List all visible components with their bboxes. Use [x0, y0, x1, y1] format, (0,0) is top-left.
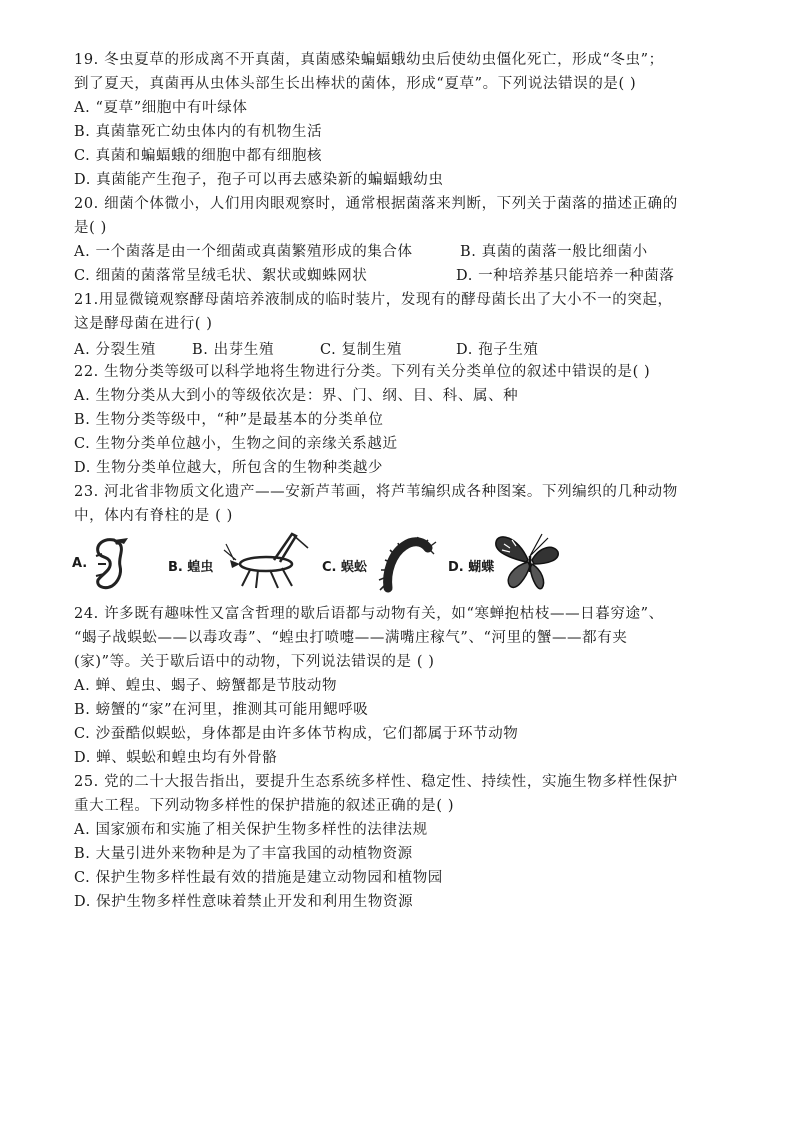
question-19-stem-line1: 19. 冬虫夏草的形成离不开真菌，真菌感染蝙蝠蛾幼虫后使幼虫僵化死亡，形成“冬虫”；: [74, 52, 664, 68]
question-22-option-d: D. 生物分类单位越大，所包含的生物种类越少: [74, 460, 384, 476]
question-20-option-c: C. 细菌的菌落常呈绒毛状、絮状或蜘蛛网状: [74, 268, 368, 284]
question-24-stem-line2: “蝎子战蜈蚣——以毒攻毒”、“蝗虫打喷嚏——满嘴庄稼气”、“河里的蟹——都有夹: [74, 630, 628, 646]
question-21-option-d: D. 孢子生殖: [456, 342, 539, 358]
question-24-stem-line3: (家)”等。关于歇后语中的动物，下列说法错误的是 ( ): [74, 654, 435, 670]
question-22-option-b: B. 生物分类等级中，“种”是最基本的分类单位: [74, 412, 384, 428]
question-20-stem-line2: 是( ): [74, 220, 107, 236]
question-20-option-a: A. 一个菌落是由一个细菌或真菌繁殖形成的集合体: [74, 244, 413, 260]
question-20-stem-line1: 20. 细菌个体微小，人们用肉眼观察时，通常根据菌落来判断，下列关于菌落的描述正确的: [74, 196, 678, 212]
question-21-stem-line2: 这是酵母菌在进行( ): [74, 316, 213, 332]
question-23-option-a-label: A.: [72, 556, 88, 571]
question-19-option-a: A. “夏草”细胞中有叶绿体: [74, 100, 248, 116]
centipede-icon: [378, 532, 438, 594]
question-21-stem-line1: 21.用显微镜观察酵母菌培养液制成的临时装片，发现有的酵母菌长出了大小不一的突起，: [74, 292, 673, 308]
question-23-stem-line2: 中，体内有脊柱的是 ( ): [74, 508, 233, 524]
question-22-stem: 22. 生物分类等级可以科学地将生物进行分类。下列有关分类单位的叙述中错误的是( ): [74, 364, 651, 380]
question-23-option-d-label: D. 蝴蝶: [448, 560, 495, 575]
question-21-option-c: C. 复制生殖: [320, 342, 402, 358]
question-23-option-c-label: C. 蜈蚣: [322, 560, 368, 575]
question-25-option-a: A. 国家颁布和实施了相关保护生物多样性的法律法规: [74, 822, 428, 838]
question-24-option-b: B. 螃蟹的“家”在河里，推测其可能用鳃呼吸: [74, 702, 369, 718]
question-23-option-b-label: B. 蝗虫: [168, 560, 214, 575]
question-23-stem-line1: 23. 河北省非物质文化遗产——安新芦苇画，将芦苇编织成各种图案。下列编织的几种动物: [74, 484, 678, 500]
question-20-option-d: D. 一种培养基只能培养一种菌落: [456, 268, 675, 284]
question-25-stem-line2: 重大工程。下列动物多样性的保护措施的叙述正确的是( ): [74, 798, 455, 814]
question-19-option-c: C. 真菌和蝙蝠蛾的细胞中都有细胞核: [74, 148, 323, 164]
question-24-option-a: A. 蝉、蝗虫、蝎子、螃蟹都是节肢动物: [74, 678, 338, 694]
question-22-option-c: C. 生物分类单位越小，生物之间的亲缘关系越近: [74, 436, 398, 452]
question-25-option-b: B. 大量引进外来物种是为了丰富我国的动植物资源: [74, 846, 413, 862]
question-25-option-c: C. 保护生物多样性最有效的措施是建立动物园和植物园: [74, 870, 443, 886]
question-25-option-d: D. 保护生物多样性意味着禁止开发和利用生物资源: [74, 894, 414, 910]
question-24-option-d: D. 蝉、蜈蚣和蝗虫均有外骨骼: [74, 750, 278, 766]
question-19-stem-line2: 到了夏天，真菌再从虫体头部生长出棒状的菌体，形成“夏草”。下列说法错误的是( ): [74, 76, 637, 92]
butterfly-icon: [492, 530, 570, 592]
question-21-option-a: A. 分裂生殖: [74, 342, 156, 358]
question-24-stem-line1: 24. 许多既有趣味性又富含哲理的歇后语都与动物有关，如“寒蝉抱枯枝——日暮穷途”、: [74, 606, 664, 622]
question-24-option-c: C. 沙蚕酷似蜈蚣，身体都是由许多体节构成，它们都属于环节动物: [74, 726, 519, 742]
question-20-option-b: B. 真菌的菌落一般比细菌小: [460, 244, 648, 260]
question-21-option-b: B. 出芽生殖: [192, 342, 275, 358]
grasshopper-icon: [222, 530, 314, 594]
question-25-stem-line1: 25. 党的二十大报告指出，要提升生态系统多样性、稳定性、持续性，实施生物多样性保护: [74, 774, 678, 790]
question-23-animal-options: [72, 530, 632, 600]
question-19-option-b: B. 真菌靠死亡幼虫体内的有机物生活: [74, 124, 323, 140]
question-22-option-a: A. 生物分类从大到小的等级依次是：界、门、纲、目、科、属、种: [74, 388, 519, 404]
question-19-option-d: D. 真菌能产生孢子，孢子可以再去感染新的蝙蝠蛾幼虫: [74, 172, 444, 188]
seahorse-icon: [84, 534, 138, 592]
